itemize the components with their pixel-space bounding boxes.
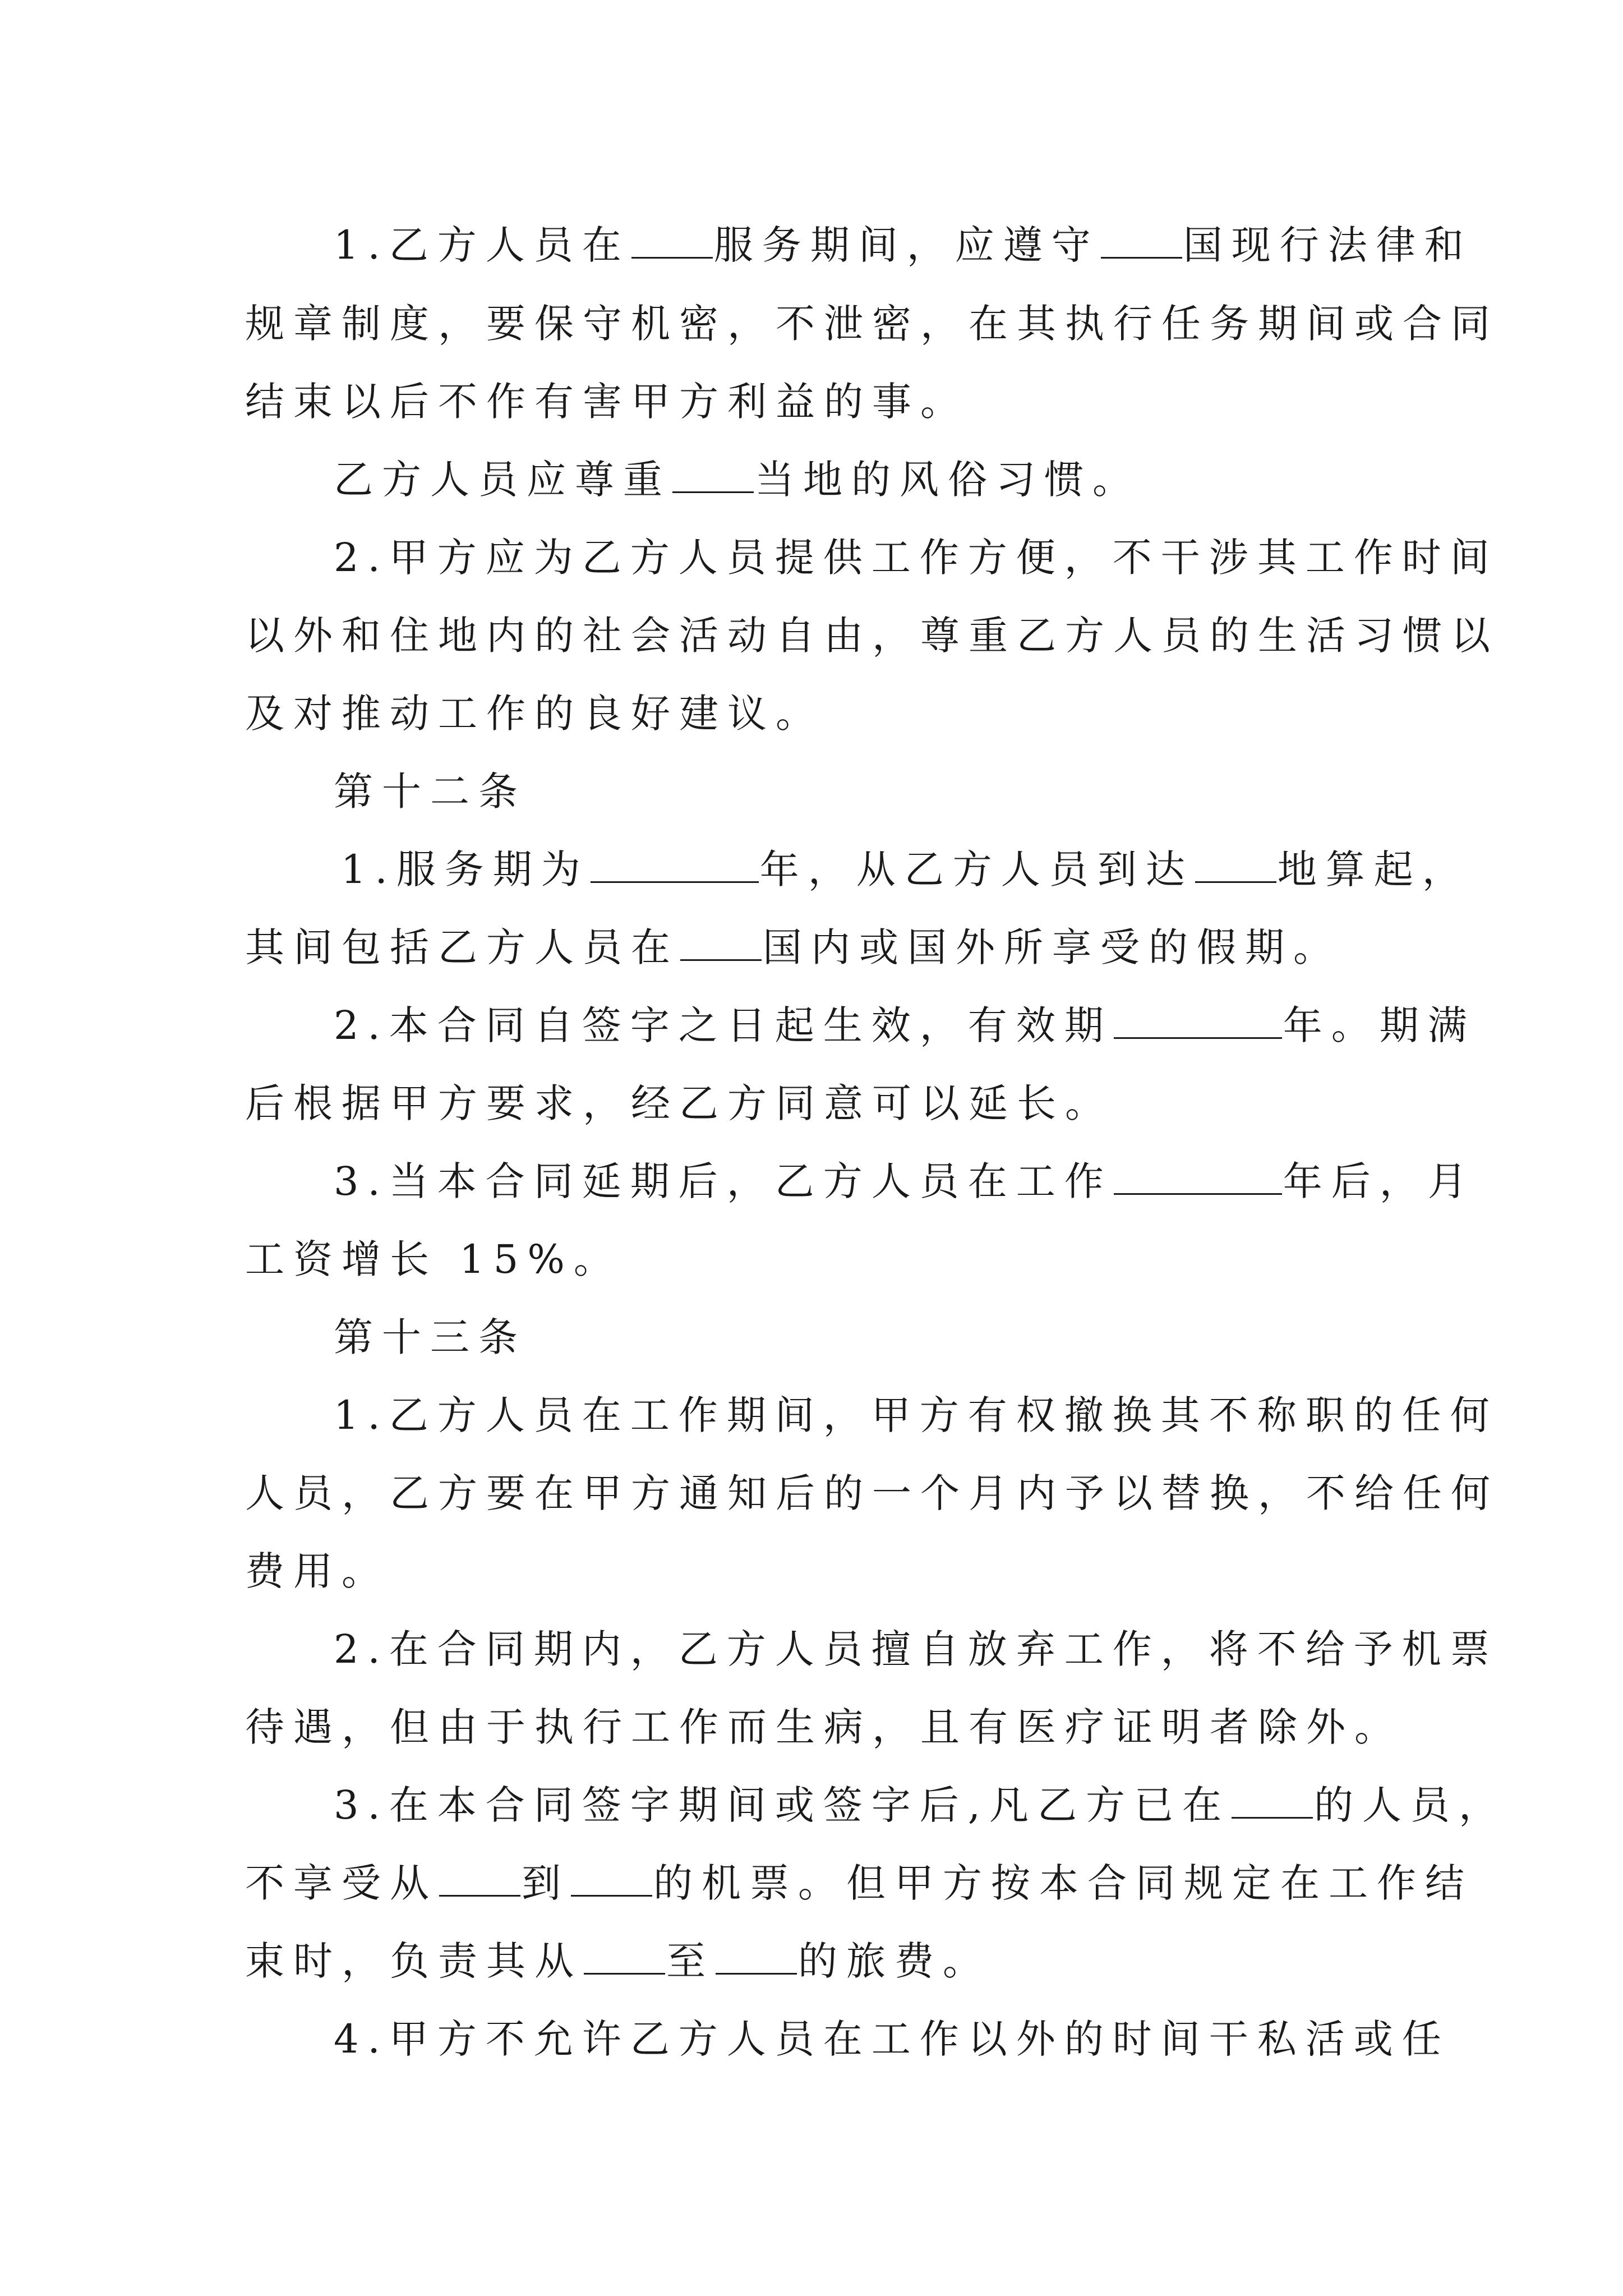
fill-in-blank (680, 924, 762, 961)
text-segment: 2.本合同自签字之日起生效，有效期 (334, 1002, 1113, 1048)
fill-in-blank (1114, 1158, 1282, 1195)
paragraph-line (334, 995, 1476, 1056)
text-segment: 年，从乙方人员到达 (759, 846, 1194, 892)
text-segment: 3.在本合同签字期间或签字后,凡乙方已在 (334, 1782, 1231, 1828)
text-segment: 的机票。但甲方按本合同规定在工作结 (653, 1860, 1473, 1906)
fill-in-blank (716, 1938, 797, 1975)
fill-in-blank (1195, 846, 1276, 883)
text-segment: 2.在合同期内，乙方人员擅自放弃工作，将不给予机票 (334, 1626, 1498, 1672)
fill-in-blank (1101, 222, 1182, 259)
text-segment: 规章制度，要保守机密，不泄密，在其执行任务期间或合同 (245, 301, 1499, 347)
paragraph-line (245, 605, 1499, 666)
text-segment: 的人员， (1314, 1782, 1507, 1828)
text-segment: 不享受从 (245, 1860, 438, 1906)
text-segment: 2.甲方应为乙方人员提供工作方便，不干涉其工作时间 (334, 535, 1498, 581)
text-segment: 人员，乙方要在甲方通知后的一个月内予以替换，不给任何 (245, 1470, 1499, 1516)
paragraph-line (334, 1384, 1498, 1446)
paragraph-line (341, 839, 1470, 900)
paragraph-line (245, 1540, 1395, 1602)
fill-in-blank (631, 222, 713, 259)
text-segment: 待遇，但由于执行工作而生病，且有医疗证明者除外。 (245, 1704, 1403, 1750)
fill-in-blank (672, 457, 754, 493)
heading-text: 第十二条 (334, 769, 527, 815)
paragraph-line (334, 2008, 1450, 2070)
text-segment: 1.乙方人员在 (334, 222, 630, 268)
text-segment: 后根据甲方要求，经乙方同意可以延长。 (245, 1080, 1113, 1126)
text-segment: 地算起， (1277, 846, 1470, 892)
paragraph-line (334, 1618, 1498, 1680)
fill-in-blank (1114, 1002, 1282, 1039)
paragraph-line (245, 1930, 1395, 1992)
text-segment: 1.服务期为 (341, 846, 589, 892)
paragraph-line (245, 917, 1395, 978)
text-segment: 到 (522, 1860, 570, 1906)
paragraph-line (245, 683, 1395, 744)
text-segment: 乙方人员应尊重 (334, 457, 671, 503)
paragraph-line (334, 449, 1396, 510)
text-segment: 工资增长 15%。 (245, 1236, 622, 1282)
text-segment: 结束以后不作有害甲方利益的事。 (245, 379, 969, 425)
text-segment: 束时，负责其从 (245, 1938, 583, 1984)
text-segment: 以外和住地内的社会活动自由，尊重乙方人员的生活习惯以 (245, 613, 1499, 659)
fill-in-blank (591, 846, 759, 883)
text-segment: 4.甲方不允许乙方人员在工作以外的时间干私活或任 (334, 2016, 1450, 2062)
text-segment: 至 (666, 1938, 714, 1984)
text-segment: 年后，月 (1283, 1158, 1476, 1204)
paragraph-line (245, 1073, 1395, 1134)
text-segment: 年。期满 (1283, 1002, 1476, 1048)
fill-in-blank (1232, 1782, 1313, 1819)
paragraph-line (245, 1228, 1395, 1290)
text-segment: 1.乙方人员在工作期间，甲方有权撤换其不称职的任何 (334, 1392, 1498, 1438)
text-segment: 及对推动工作的良好建议。 (245, 691, 824, 737)
paragraph-line (334, 1774, 1507, 1836)
paragraph-line (245, 1462, 1499, 1524)
fill-in-blank (439, 1860, 520, 1897)
heading-text: 第十三条 (334, 1314, 527, 1360)
fill-in-blank (584, 1938, 665, 1975)
paragraph-line (245, 1696, 1403, 1758)
paragraph-line (245, 293, 1499, 355)
paragraph-line (245, 371, 1395, 432)
paragraph-line (245, 1852, 1473, 1914)
paragraph-line (334, 1151, 1476, 1212)
text-segment: 的旅费。 (798, 1938, 991, 1984)
article-heading (334, 761, 1396, 822)
text-segment: 其间包括乙方人员在 (245, 924, 679, 970)
fill-in-blank (571, 1860, 652, 1897)
text-segment: 服务期间，应遵守 (713, 222, 1100, 268)
paragraph-line (334, 527, 1498, 588)
paragraph-line (334, 214, 1473, 276)
text-segment: 当地的风俗习惯。 (755, 457, 1141, 503)
article-heading (334, 1306, 1396, 1368)
text-segment: 3.当本合同延期后，乙方人员在工作 (334, 1158, 1113, 1204)
text-segment: 国现行法律和 (1183, 222, 1473, 268)
text-segment: 国内或国外所享受的假期。 (763, 924, 1341, 970)
text-segment: 费用。 (245, 1548, 390, 1594)
